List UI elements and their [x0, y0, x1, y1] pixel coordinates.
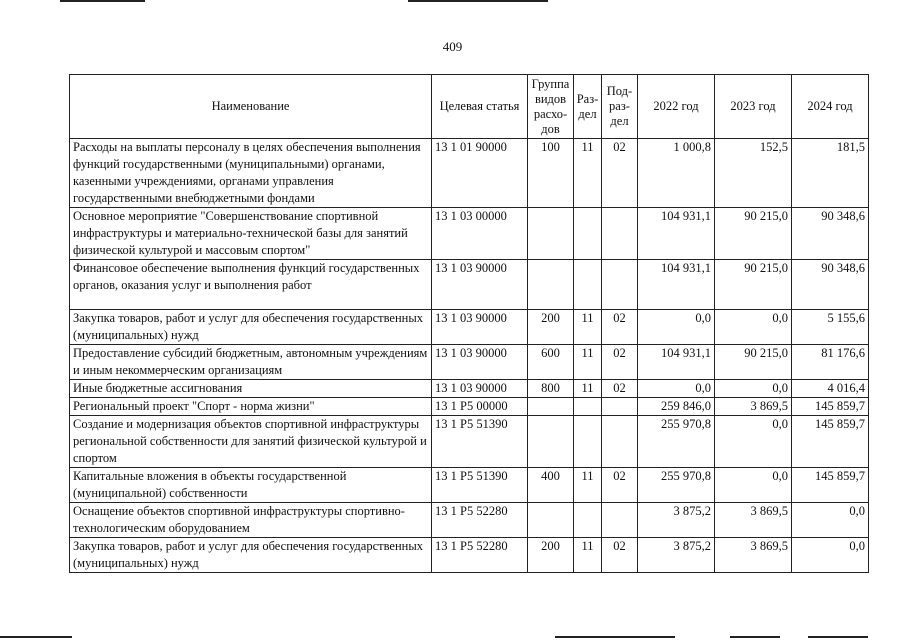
row-target-cell: 13 1 03 90000 [432, 345, 528, 380]
row-2024-cell: 145 859,7 [792, 468, 869, 503]
row-2024-cell: 90 348,6 [792, 208, 869, 260]
row-2023-cell: 0,0 [715, 468, 792, 503]
row-name-cell: Закупка товаров, работ и услуг для обеспечения государственных (муниципальных) нужд [70, 310, 432, 345]
table-header-row [70, 75, 869, 139]
row-2023-cell: 90 215,0 [715, 260, 792, 310]
page-number: 409 [442, 39, 463, 54]
row-2023-cell: 0,0 [715, 380, 792, 398]
bottom-scan-line-3 [730, 636, 780, 638]
row-name-cell: Расходы на выплаты персоналу в целях обеспечения выполнения функций государственными (муниципальными) органами, казенными учреждениями, органами управления государственными внебюджетными фондами [70, 139, 432, 208]
row-group-cell [528, 503, 574, 538]
row-2023-cell: 90 215,0 [715, 208, 792, 260]
row-subsection-cell [602, 416, 638, 468]
row-group-cell: 800 [528, 380, 574, 398]
row-subsection-cell: 02 [602, 139, 638, 208]
row-2024-cell: 181,5 [792, 139, 869, 208]
row-target-cell: 13 1 01 90000 [432, 139, 528, 208]
row-2023-cell: 3 869,5 [715, 398, 792, 416]
row-2024-cell: 5 155,6 [792, 310, 869, 345]
row-target-cell: 13 1 03 90000 [432, 260, 528, 310]
row-group-cell: 100 [528, 139, 574, 208]
table-row [70, 468, 869, 503]
row-section-cell [574, 208, 602, 260]
row-group-cell [528, 416, 574, 468]
row-group-cell [528, 260, 574, 310]
top-scan-line-left [60, 0, 145, 2]
row-section-cell [574, 416, 602, 468]
table-row [70, 310, 869, 345]
row-section-cell [574, 260, 602, 310]
row-2022-cell: 3 875,2 [638, 538, 715, 573]
row-subsection-cell: 02 [602, 380, 638, 398]
table-row [70, 538, 869, 573]
row-subsection-cell: 02 [602, 310, 638, 345]
bottom-scan-line-2 [555, 636, 675, 638]
row-section-cell: 11 [574, 310, 602, 345]
row-name-cell: Создание и модернизация объектов спортивной инфраструктуры региональной собственности для занятий физической культурой и спортом [70, 416, 432, 468]
row-2023-cell: 0,0 [715, 310, 792, 345]
row-2022-cell: 0,0 [638, 380, 715, 398]
row-subsection-cell: 02 [602, 538, 638, 573]
row-target-cell: 13 1 03 90000 [432, 380, 528, 398]
row-2022-cell: 104 931,1 [638, 345, 715, 380]
table-row [70, 260, 869, 310]
col-header-group: Группа видов расхо- дов [528, 75, 574, 139]
row-2023-cell: 3 869,5 [715, 538, 792, 573]
row-2022-cell: 104 931,1 [638, 260, 715, 310]
row-target-cell: 13 1 03 00000 [432, 208, 528, 260]
top-scan-line-right [408, 0, 548, 2]
row-2023-cell: 152,5 [715, 139, 792, 208]
row-section-cell: 11 [574, 139, 602, 208]
row-2024-cell: 90 348,6 [792, 260, 869, 310]
row-target-cell: 13 1 P5 00000 [432, 398, 528, 416]
row-2022-cell: 255 970,8 [638, 416, 715, 468]
row-group-cell: 400 [528, 468, 574, 503]
row-section-cell [574, 503, 602, 538]
row-name-cell: Предоставление субсидий бюджетным, автономным учреждениям и иным некоммерческим организациям [70, 345, 432, 380]
table-row [70, 398, 869, 416]
row-2023-cell: 3 869,5 [715, 503, 792, 538]
row-group-cell [528, 398, 574, 416]
row-section-cell [574, 398, 602, 416]
row-2022-cell: 0,0 [638, 310, 715, 345]
table-row [70, 380, 869, 398]
col-header-name: Наименование [70, 75, 432, 139]
row-2023-cell: 0,0 [715, 416, 792, 468]
row-2022-cell: 3 875,2 [638, 503, 715, 538]
table-row [70, 208, 869, 260]
row-section-cell: 11 [574, 468, 602, 503]
row-2024-cell: 81 176,6 [792, 345, 869, 380]
row-group-cell: 600 [528, 345, 574, 380]
col-header-2023: 2023 год [715, 75, 792, 139]
row-section-cell: 11 [574, 345, 602, 380]
col-header-subsection: Под- раз- дел [602, 75, 638, 139]
row-group-cell: 200 [528, 310, 574, 345]
row-subsection-cell: 02 [602, 468, 638, 503]
row-target-cell: 13 1 P5 52280 [432, 503, 528, 538]
row-subsection-cell [602, 398, 638, 416]
row-2022-cell: 104 931,1 [638, 208, 715, 260]
row-name-cell: Капитальные вложения в объекты государственной (муниципальной) собственности [70, 468, 432, 503]
bottom-scan-line-4 [808, 636, 868, 638]
row-2024-cell: 145 859,7 [792, 398, 869, 416]
bottom-scan-line-1 [0, 636, 72, 638]
row-2024-cell: 145 859,7 [792, 416, 869, 468]
row-target-cell: 13 1 P5 51390 [432, 468, 528, 503]
table-row [70, 139, 869, 208]
row-subsection-cell [602, 503, 638, 538]
col-header-2022: 2022 год [638, 75, 715, 139]
row-name-cell: Региональный проект "Спорт - норма жизни" [70, 398, 432, 416]
table-row [70, 345, 869, 380]
row-subsection-cell [602, 208, 638, 260]
row-2024-cell: 0,0 [792, 538, 869, 573]
row-2022-cell: 255 970,8 [638, 468, 715, 503]
col-header-2024: 2024 год [792, 75, 869, 139]
row-2024-cell: 4 016,4 [792, 380, 869, 398]
col-header-section: Раз- дел [574, 75, 602, 139]
col-header-target: Целевая статья [432, 75, 528, 139]
budget-table [69, 74, 869, 573]
row-subsection-cell [602, 260, 638, 310]
row-name-cell: Основное мероприятие "Совершенствование спортивной инфраструктуры и материально-технической базы для занятий физической культурой и массовым спортом" [70, 208, 432, 260]
row-2022-cell: 1 000,8 [638, 139, 715, 208]
row-2022-cell: 259 846,0 [638, 398, 715, 416]
row-target-cell: 13 1 P5 52280 [432, 538, 528, 573]
row-2023-cell: 90 215,0 [715, 345, 792, 380]
row-name-cell: Финансовое обеспечение выполнения функций государственных органов, оказания услуг и выполнения работ [70, 260, 432, 310]
table-body [70, 139, 869, 573]
row-name-cell: Иные бюджетные ассигнования [70, 380, 432, 398]
row-group-cell: 200 [528, 538, 574, 573]
row-2024-cell: 0,0 [792, 503, 869, 538]
row-section-cell: 11 [574, 380, 602, 398]
row-target-cell: 13 1 P5 51390 [432, 416, 528, 468]
table-row [70, 503, 869, 538]
row-subsection-cell: 02 [602, 345, 638, 380]
row-section-cell: 11 [574, 538, 602, 573]
row-name-cell: Оснащение объектов спортивной инфраструктуры спортивно-технологическим оборудованием [70, 503, 432, 538]
table-row [70, 416, 869, 468]
row-group-cell [528, 208, 574, 260]
row-target-cell: 13 1 03 90000 [432, 310, 528, 345]
row-name-cell: Закупка товаров, работ и услуг для обеспечения государственных (муниципальных) нужд [70, 538, 432, 573]
